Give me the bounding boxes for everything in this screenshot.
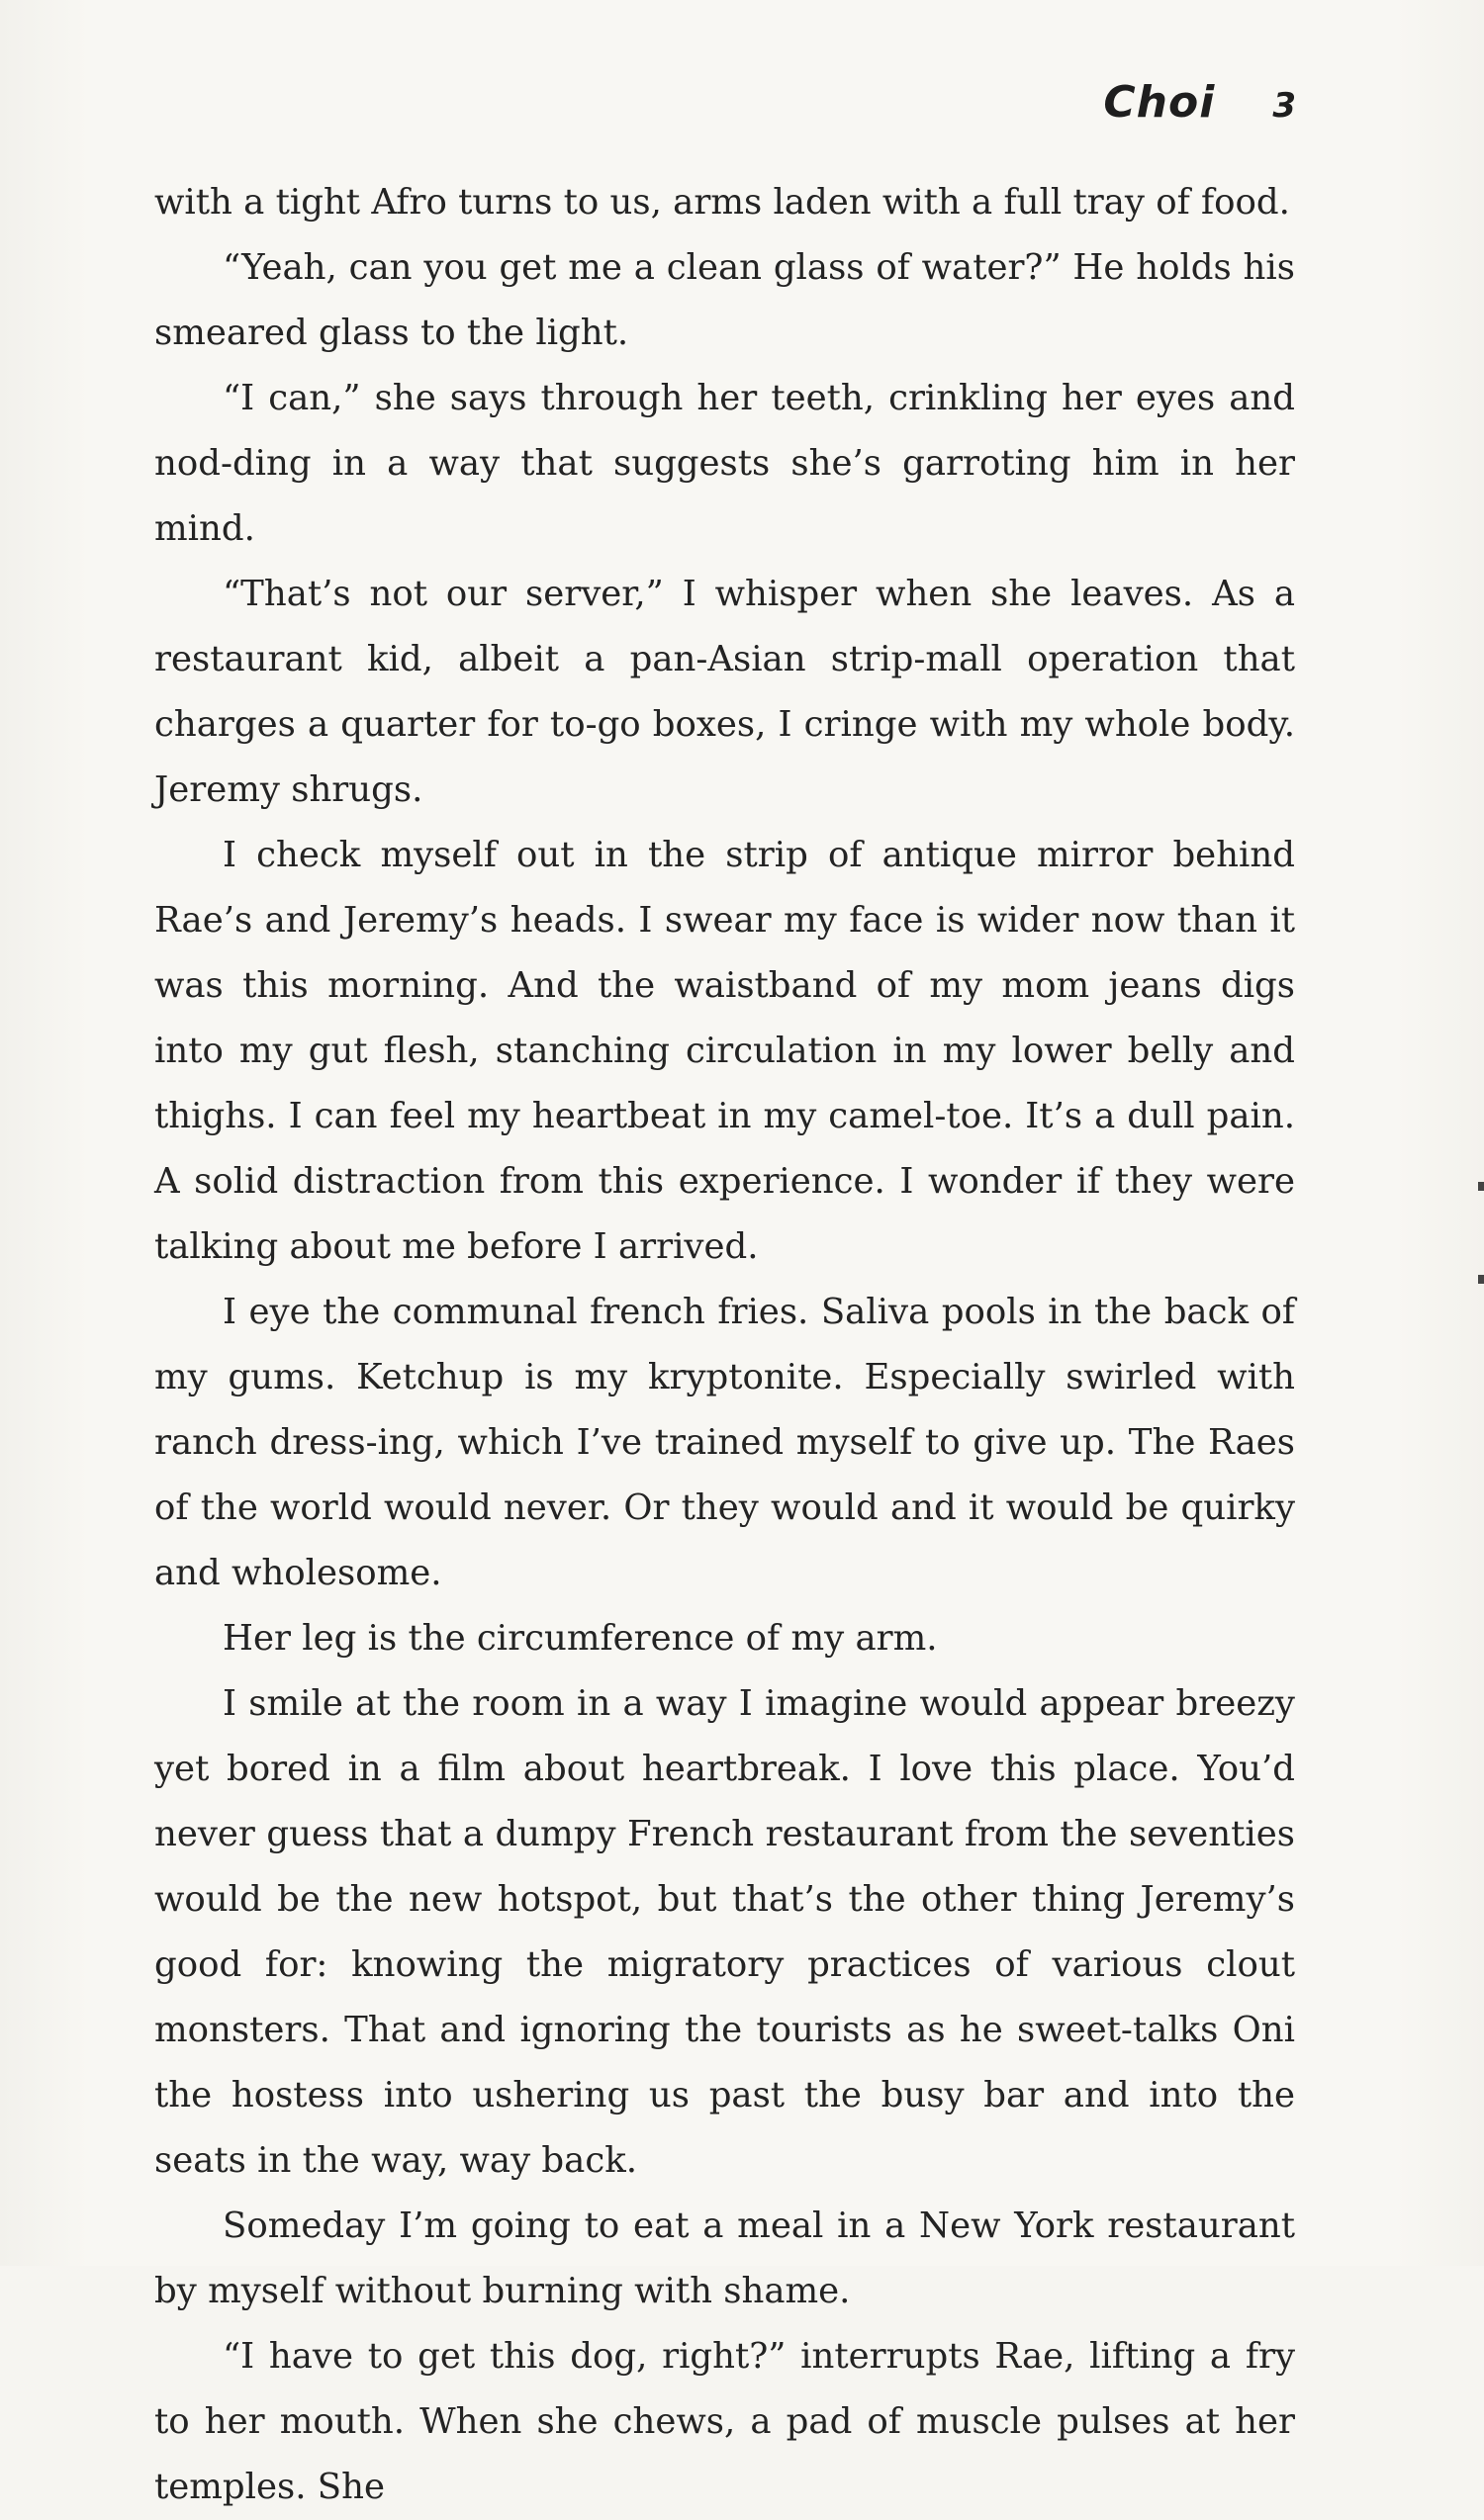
paragraph: I check myself out in the strip of antique mirror behind Rae’s and Jeremy’s heads. I swear my face is wider now than it was this morning. And the waistband of my mom jeans digs into my gut flesh, stanching circulation in my lower belly and thighs. I can feel my heartbeat in my camel-toe. It’s a dull pain. A solid distraction from this experience. I wonder if they were talking about me before I arrived.: [154, 835, 1295, 1267]
paragraph: Her leg is the circumference of my arm.: [223, 1618, 938, 1659]
page-number: 3: [1272, 86, 1296, 126]
paragraph: “I have to get this dog, right?” interrupts Rae, lifting a fry to her mouth. When she chews, a pad of muscle pulses at her temples. She: [154, 2336, 1295, 2507]
paragraph: “Yeah, can you get me a clean glass of water?” He holds his smeared glass to the light.: [154, 247, 1295, 353]
body-text: [154, 170, 1295, 2520]
running-header: [1103, 77, 1296, 128]
paragraph: I smile at the room in a way I imagine would appear breezy yet bored in a film about heartbreak. I love this place. You’d never guess that a dumpy French restaurant from the seventies would be the new hotspot, but that’s the other thing Jeremy’s good for: knowing the migratory practices of various clout monsters. That and ignoring the tourists as he sweet-talks Oni the hostess into ushering us past the busy bar and into the seats in the way, way back.: [154, 1683, 1295, 2181]
paragraph: Someday I’m going to eat a meal in a New York restaurant by myself without burning with shame.: [154, 2205, 1295, 2311]
paragraph: “I can,” she says through her teeth, crinkling her eyes and nod-ding in a way that suggests she’s garroting him in her mind.: [154, 378, 1295, 549]
paragraph: I eye the communal french fries. Saliva pools in the back of my gums. Ketchup is my kryptonite. Especially swirled with ranch dress-ing, which I’ve trained myself to give up. The Raes of the world would never. Or they would and it would be quirky and wholesome.: [154, 1292, 1295, 1593]
author-name: Choi: [1103, 77, 1216, 128]
scan-mark: [1478, 1182, 1484, 1191]
scan-mark: [1478, 1275, 1484, 1284]
paragraph-continued: with a tight Afro turns to us, arms laden with a full tray of food.: [154, 182, 1290, 223]
paragraph: “That’s not our server,” I whisper when she leaves. As a restaurant kid, albeit a pan-Asian strip-mall operation that charges a quarter for to-go boxes, I cringe with my whole body. Jeremy shrugs.: [154, 574, 1295, 810]
